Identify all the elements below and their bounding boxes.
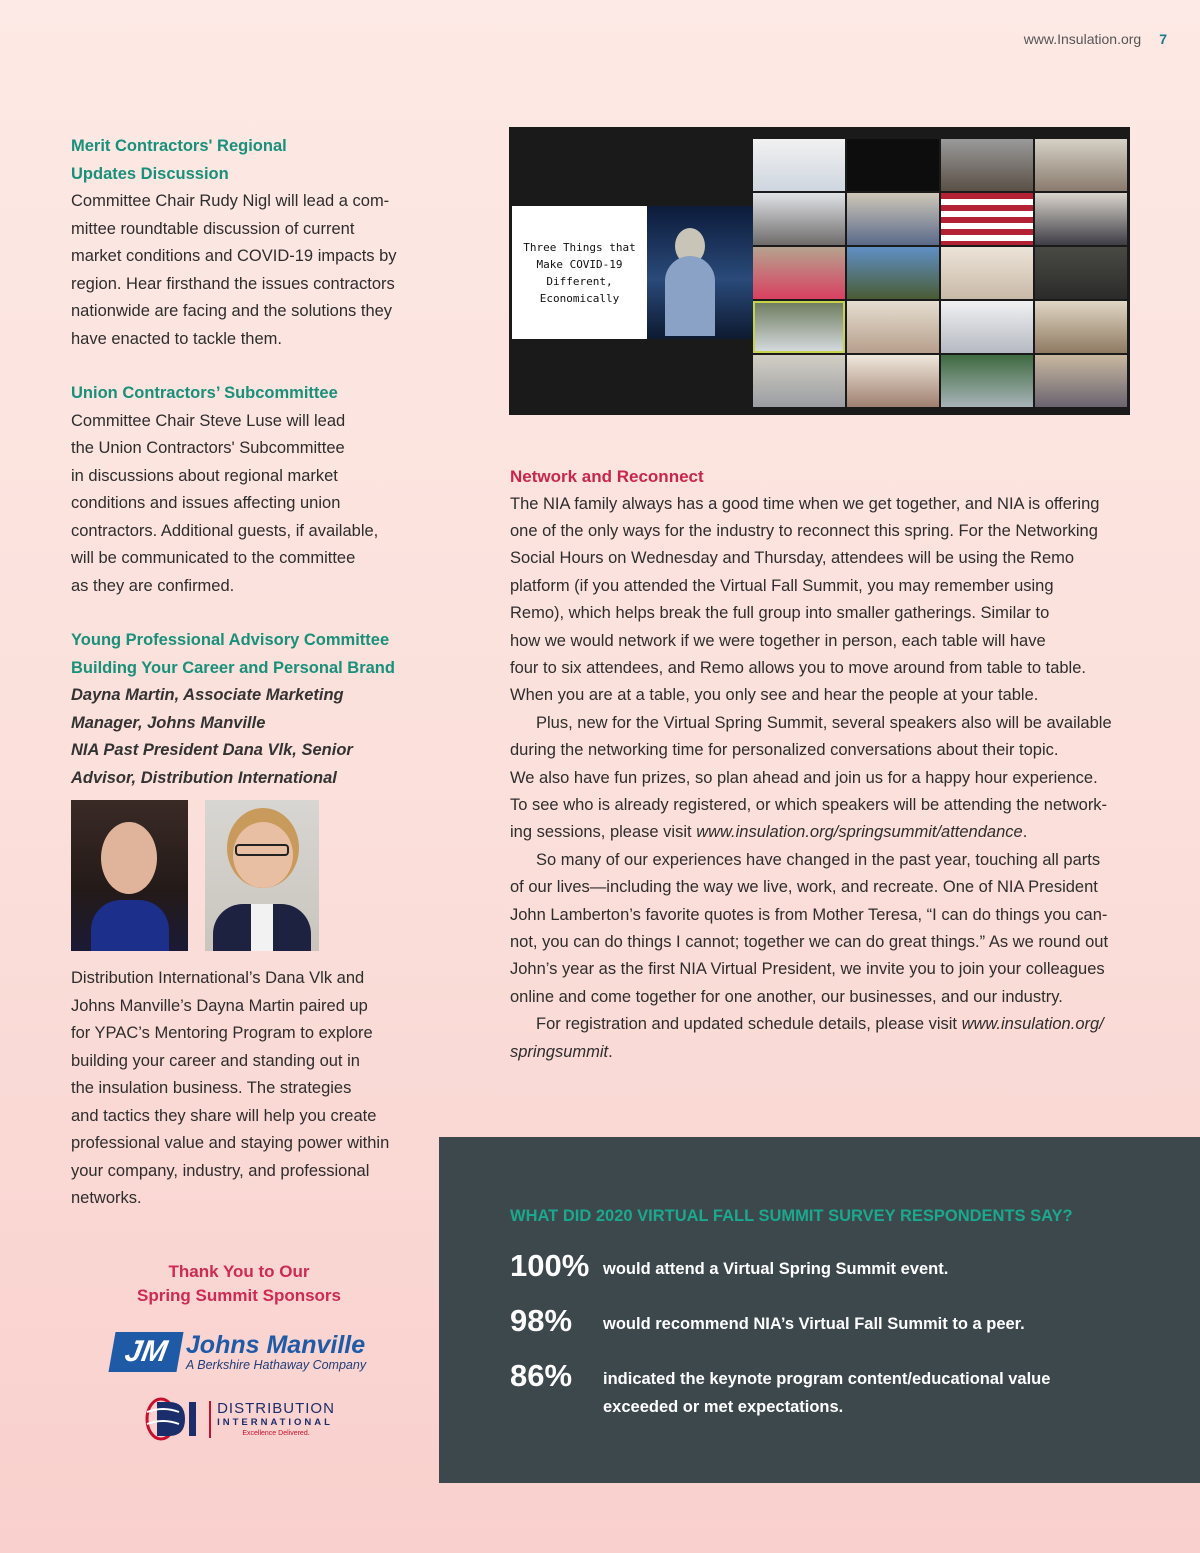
- body-line: platform (if you attended the Virtual Fall Summit, you may remember using: [510, 576, 1054, 595]
- participant-tile: [941, 139, 1033, 191]
- ypac-line: and tactics they share will help you create: [71, 1106, 377, 1125]
- survey-row: [510, 1249, 1073, 1283]
- slide-line: Three Things that: [523, 240, 636, 254]
- participant-tile: [753, 247, 845, 299]
- body-line: So many of our experiences have changed in the past year, touching all parts: [536, 850, 1101, 869]
- body-line: four to six attendees, and Remo allows you to move around from table to table.: [510, 658, 1086, 677]
- participant-tile: [941, 247, 1033, 299]
- merit-line: mittee roundtable discussion of current: [71, 219, 355, 238]
- union-heading: Union Contractors’ Subcommittee: [71, 384, 338, 402]
- slide-line: Make COVID-19: [536, 257, 623, 271]
- union-line: as they are confirmed.: [71, 576, 235, 595]
- participant-tile: [941, 193, 1033, 245]
- page-header: [1024, 31, 1167, 47]
- body-line: Social Hours on Wednesday and Thursday, attendees will be using the Remo: [510, 549, 1075, 568]
- ypac-line: building your career and standing out in: [71, 1051, 360, 1070]
- merit-line: nationwide are facing and the solutions they: [71, 302, 393, 320]
- body-text: .: [608, 1042, 613, 1061]
- presentation-slide: [512, 206, 753, 339]
- website-url[interactable]: www.Insulation.org: [1023, 31, 1142, 47]
- union-line: conditions and issues affecting union: [71, 494, 341, 512]
- sponsor-title-2: Spring Summit Sponsors: [136, 1286, 342, 1305]
- slide-text: [512, 206, 647, 339]
- body-line: not, you can do things I cannot; together we can do great things.” As we round out: [510, 933, 1109, 951]
- body-line: Plus, new for the Virtual Spring Summit, several speakers also will be available: [536, 713, 1112, 732]
- registration-link-cont[interactable]: springsummit: [510, 1042, 609, 1061]
- network-heading: Network and Reconnect: [510, 467, 704, 486]
- body-line: during the networking time for personalized conversations about their topic.: [510, 741, 1059, 760]
- ypac-line: the insulation business. The strategies: [71, 1079, 352, 1097]
- survey-statement: [603, 1359, 1073, 1421]
- participant-grid: [753, 139, 1127, 407]
- body-line: John Lamberton’s favorite quotes is from Mother Teresa, “I can do things you can-: [510, 905, 1108, 924]
- left-column: [71, 133, 421, 1213]
- merit-heading-1: Merit Contractors' Regional: [71, 137, 287, 155]
- right-column: [510, 463, 1140, 1066]
- survey-row: [510, 1304, 1073, 1338]
- body-text: ing sessions, please visit: [510, 823, 697, 842]
- merit-heading-2: Updates Discussion: [71, 164, 229, 183]
- dana-vlk-photo: [205, 800, 319, 951]
- participant-tile: [847, 355, 939, 407]
- body-line: We also have fun prizes, so plan ahead and join us for a happy hour experience.: [510, 768, 1098, 787]
- body-line: Remo), which helps break the full group into smaller gatherings. Similar to: [510, 604, 1050, 623]
- participant-tile: [847, 193, 939, 245]
- union-line: contractors. Additional guests, if available,: [71, 521, 379, 540]
- participant-tile: [847, 247, 939, 299]
- ypac-heading-1: Young Professional Advisory Committee: [71, 631, 390, 649]
- merit-line: market conditions and COVID-19 impacts by: [71, 247, 397, 265]
- jm-name: Johns Manville: [185, 1331, 366, 1359]
- zoom-screenshot: [509, 127, 1130, 415]
- union-line: in discussions about regional market: [71, 466, 338, 485]
- body-line: The NIA family always has a good time when we get together, and NIA is offering: [510, 494, 1100, 513]
- distribution-international-logo: [71, 1396, 407, 1442]
- di-tagline: Excellence Delivered.: [242, 1429, 310, 1437]
- survey-statement-line: indicated the keynote program content/educational value: [603, 1370, 1051, 1388]
- body-line: To see who is already registered, or which speakers will be attending the network-: [510, 795, 1108, 814]
- participant-tile: [1035, 139, 1127, 191]
- participant-tile: [753, 139, 845, 191]
- jm-sub: A Berkshire Hathaway Company: [185, 1358, 367, 1372]
- jm-mark: JM: [108, 1332, 183, 1372]
- participant-tile: [1035, 247, 1127, 299]
- sponsors-block: [71, 1260, 407, 1442]
- survey-percent: 86%: [510, 1358, 573, 1393]
- johns-manville-logo: [71, 1332, 407, 1372]
- speaker-photos: [71, 800, 421, 951]
- di-mark-icon: [143, 1396, 201, 1442]
- speaker-line: Manager, Johns Manville: [71, 713, 266, 732]
- survey-row: [510, 1359, 1073, 1421]
- merit-line: have enacted to tackle them.: [71, 329, 282, 348]
- participant-tile: [941, 355, 1033, 407]
- registration-link[interactable]: www.insulation.org/: [961, 1015, 1104, 1034]
- body-line: When you are at a table, you only see and hear the people at your table.: [510, 686, 1039, 705]
- body-line: one of the only ways for the industry to reconnect this spring. For the Networking: [510, 521, 1098, 540]
- participant-tile: [847, 301, 939, 353]
- participant-tile: [753, 193, 845, 245]
- attendance-link[interactable]: www.insulation.org/springsummit/attendance: [696, 823, 1023, 842]
- survey-statement: would attend a Virtual Spring Summit event.: [603, 1260, 949, 1278]
- survey-percent: 100%: [510, 1248, 590, 1283]
- ypac-line: Distribution International’s Dana Vlk and: [71, 969, 365, 987]
- speaker-line: Dayna Martin, Associate Marketing: [71, 686, 344, 704]
- merit-line: Committee Chair Rudy Nigl will lead a com-: [71, 192, 390, 210]
- survey-percent: 98%: [510, 1303, 573, 1338]
- participant-tile: [1035, 193, 1127, 245]
- merit-line: region. Hear firsthand the issues contractors: [71, 274, 395, 293]
- union-line: will be communicated to the committee: [71, 549, 356, 567]
- participant-tile: [847, 139, 939, 191]
- sponsor-title-1: Thank You to Our: [168, 1262, 310, 1281]
- survey-panel: [439, 1137, 1200, 1483]
- body-line: online and come together for one another, our businesses, and our industry.: [510, 987, 1063, 1006]
- survey-statement: would recommend NIA’s Virtual Fall Summit to a peer.: [603, 1315, 1025, 1333]
- di-line1: DISTRIBUTION: [217, 1399, 335, 1417]
- slide-line: Different, Economically: [539, 274, 620, 305]
- participant-tile: [1035, 301, 1127, 353]
- dayna-martin-photo: [71, 800, 188, 951]
- speaker-line: NIA Past President Dana Vlk, Senior: [71, 741, 353, 759]
- participant-tile: [1035, 355, 1127, 407]
- participant-tile: [941, 301, 1033, 353]
- body-line: of our lives—including the way we live, work, and recreate. One of NIA President: [510, 878, 1098, 897]
- slide-figure-image: [647, 206, 753, 339]
- body-line: how we would network if we were together in person, each table will have: [510, 631, 1046, 650]
- ypac-line: professional value and staying power within: [71, 1134, 390, 1152]
- survey-statement-line: exceeded or met expectations.: [603, 1398, 844, 1416]
- body-line: [510, 819, 1140, 846]
- ypac-line: your company, industry, and professional: [71, 1161, 370, 1180]
- ypac-line: networks.: [71, 1189, 142, 1207]
- ypac-heading-2: Building Your Career and Personal Brand: [71, 658, 395, 677]
- participant-tile: [753, 301, 845, 353]
- body-text: .: [1022, 823, 1028, 842]
- speaker-line: Advisor, Distribution International: [71, 768, 337, 787]
- body-line: [510, 1011, 1140, 1038]
- di-line2: INTERNATIONAL: [217, 1416, 333, 1428]
- union-line: Committee Chair Steve Luse will lead: [71, 411, 346, 430]
- ypac-line: Johns Manville’s Dayna Martin paired up: [71, 996, 368, 1015]
- participant-tile: [753, 355, 845, 407]
- body-line: John’s year as the first NIA Virtual President, we invite you to join your colleagues: [510, 960, 1105, 979]
- union-line: the Union Contractors' Subcommittee: [71, 439, 345, 457]
- body-text: For registration and updated schedule details, please visit: [536, 1015, 962, 1034]
- body-line: [510, 1039, 1140, 1066]
- ypac-line: for YPAC’s Mentoring Program to explore: [71, 1024, 373, 1042]
- survey-title: WHAT DID 2020 VIRTUAL FALL SUMMIT SURVEY RESPONDENTS SAY?: [510, 1207, 1073, 1225]
- page-number: 7: [1159, 31, 1167, 47]
